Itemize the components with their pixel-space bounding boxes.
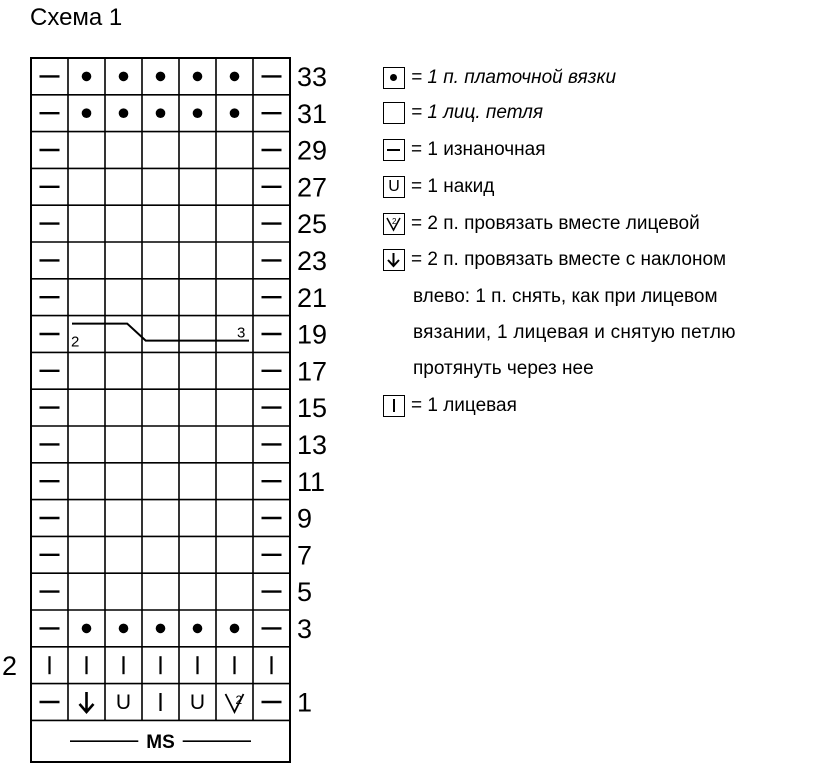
row-number-right: 29 — [297, 135, 328, 166]
row-number-right: 27 — [297, 172, 328, 203]
row-number-right: 3 — [297, 614, 313, 644]
k2tog-symbol-digit: 2 — [235, 693, 243, 707]
yarn-over-symbol: U — [115, 691, 132, 714]
garter-symbol — [82, 108, 92, 118]
garter-symbol — [119, 624, 129, 634]
legend-continuation-3: протянуть через нее — [413, 358, 594, 379]
cable-line — [72, 324, 249, 341]
garter-symbol — [82, 72, 92, 82]
legend-row-k2tog-left — [383, 248, 726, 272]
garter-symbol — [230, 108, 240, 118]
cable-label-right: 3 — [237, 324, 246, 342]
garter-stitch-icon — [383, 67, 405, 89]
chart-title: Схема 1 — [30, 4, 123, 31]
garter-symbol — [230, 624, 240, 634]
legend-text-k2tog-left: = 2 п. провязать вместе с наклоном — [411, 249, 727, 270]
legend-row-yo — [383, 175, 494, 199]
row-number-right: 31 — [297, 98, 328, 129]
row-number-right: 9 — [297, 503, 313, 534]
garter-symbol — [193, 72, 203, 82]
garter-symbol — [82, 624, 92, 634]
k2tog-left-icon — [383, 249, 405, 271]
knitting-chart — [0, 0, 380, 779]
legend-row-knit — [383, 101, 543, 125]
row-number-right: 11 — [297, 466, 326, 497]
legend-continuation-2: вязании, 1 лицевая и снятую петлю — [413, 322, 736, 343]
row-number-right: 7 — [297, 540, 313, 571]
garter-symbol — [230, 72, 240, 82]
legend-row-garter — [383, 66, 616, 90]
k2tog-left-symbol — [80, 692, 94, 712]
knit-stitch-icon — [383, 102, 405, 124]
k2tog-icon — [383, 213, 405, 235]
row-number-right: 23 — [297, 246, 328, 276]
row-number-right: 5 — [297, 577, 313, 608]
svg-text:2: 2 — [392, 217, 397, 226]
garter-symbol — [119, 108, 129, 118]
row-number-right: 17 — [297, 356, 328, 387]
legend-text-knit-wrong: = 1 лицевая — [411, 395, 517, 416]
garter-symbol — [193, 108, 203, 118]
garter-symbol — [119, 72, 129, 82]
row-number-right: 19 — [297, 319, 328, 350]
row-number-right: 1 — [297, 687, 313, 718]
repeat-label: MS — [146, 732, 175, 754]
legend-text-garter: = 1 п. платочной вязки — [411, 67, 617, 88]
purl-stitch-icon — [383, 139, 405, 161]
row-number-right: 33 — [297, 62, 328, 92]
yarn-over-symbol: U — [189, 691, 206, 714]
legend-text-purl: = 1 изнаночная — [411, 139, 546, 160]
legend-row-purl — [383, 138, 546, 162]
garter-symbol — [156, 72, 166, 82]
legend-text-yo: = 1 накид — [411, 176, 495, 197]
row-number-right: 21 — [297, 282, 328, 313]
row-number-right: 13 — [297, 430, 328, 460]
garter-symbol — [193, 624, 203, 634]
legend-text-knit: = 1 лиц. петля — [411, 102, 544, 123]
row-number-left: 2 — [2, 650, 18, 681]
legend-text-k2tog: = 2 п. провязать вместе лицевой — [411, 213, 700, 234]
row-number-right: 15 — [297, 393, 328, 424]
garter-symbol — [156, 108, 166, 118]
legend-continuation-1: влево: 1 п. снять, как при лицевом — [413, 286, 718, 307]
knit-wrong-side-icon — [383, 395, 405, 417]
cable-label-left: 2 — [71, 333, 80, 351]
garter-symbol — [156, 624, 166, 634]
legend-row-knit-wrong — [383, 394, 517, 418]
row-number-right: 25 — [297, 209, 328, 240]
yarn-over-icon: U — [383, 176, 405, 198]
legend-row-k2tog — [383, 212, 700, 236]
